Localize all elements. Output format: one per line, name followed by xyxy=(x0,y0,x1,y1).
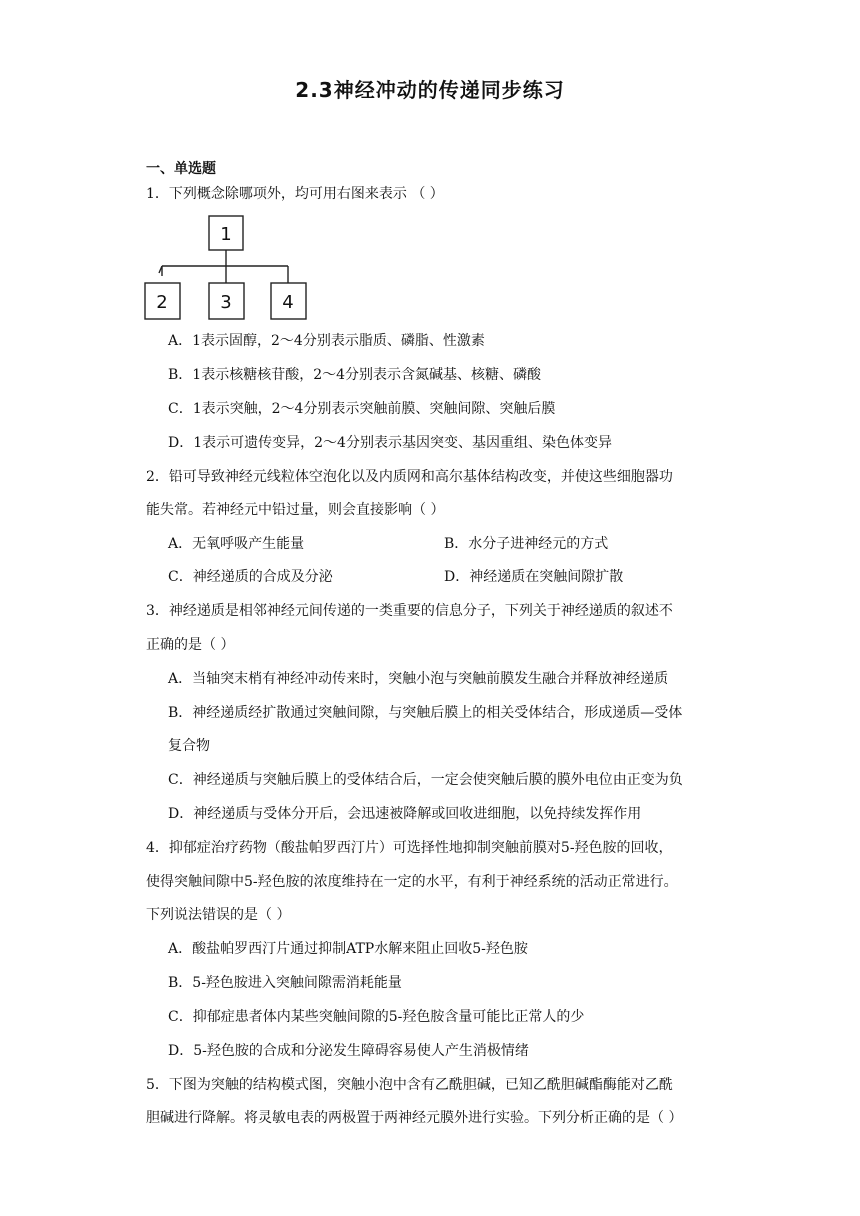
q3-option-d: D．神经递质与受体分开后，会迅速被降解或回收进细胞，以免持续发挥作用 xyxy=(168,806,642,822)
question-1-stem: 1．下列概念除哪项外，均可用右图来表示 （ ） xyxy=(146,186,444,202)
diagram-label-1: 1 xyxy=(220,224,232,245)
question-3-stem-line-1: 3．神经递质是相邻神经元间传递的一类重要的信息分子，下列关于神经递质的叙述不 xyxy=(146,603,673,619)
question-4-stem-line-1: 4．抑郁症治疗药物（酸盐帕罗西汀片）可选择性地抑制突触前膜对5-羟色胺的回收， xyxy=(146,840,673,856)
q4-option-c: C．抑郁症患者体内某些突触间隙的5-羟色胺含量可能比正常人的少 xyxy=(168,1009,585,1025)
q2-option-c: C．神经递质的合成及分泌 xyxy=(168,569,333,585)
question-5-stem-line-1: 5．下图为突触的结构模式图，突触小泡中含有乙酰胆碱，已知乙酰胆碱酯酶能对乙酰 xyxy=(146,1077,673,1093)
diagram-label-3: 3 xyxy=(220,292,232,313)
q1-option-c: C．1表示突触，2～4分别表示突触前膜、突触间隙、突触后膜 xyxy=(168,401,556,417)
question-5-stem-line-2: 胆碱进行降解。将灵敏电表的两极置于两神经元膜外进行实验。下列分析正确的是（ ） xyxy=(146,1110,683,1126)
q4-option-b: B．5-羟色胺进入突触间隙需消耗能量 xyxy=(168,975,402,991)
q3-option-b: B．神经递质经扩散通过突触间隙，与突触后膜上的相关受体结合，形成递质—受体 xyxy=(168,705,683,721)
q2-option-a: A．无氧呼吸产生能量 xyxy=(168,536,305,552)
question-2-stem-line-1: 2．铅可导致神经元线粒体空泡化以及内质网和高尔基体结构改变，并使这些细胞器功 xyxy=(146,469,673,485)
q2-option-b: B．水分子进神经元的方式 xyxy=(444,536,609,552)
concept-tree-diagram xyxy=(140,210,310,330)
q1-option-a: A．1表示固醇，2～4分别表示脂质、磷脂、性激素 xyxy=(168,333,485,349)
question-3-stem-line-2: 正确的是（ ） xyxy=(146,637,235,653)
page-title: 2.3神经冲动的传递同步练习 xyxy=(295,78,565,102)
q3-option-a: A．当轴突末梢有神经冲动传来时，突触小泡与突触前膜发生融合并释放神经递质 xyxy=(168,671,669,687)
question-4-stem-line-3: 下列说法错误的是（ ） xyxy=(146,907,291,923)
q1-option-b: B．1表示核糖核苷酸，2～4分别表示含氮碱基、核糖、磷酸 xyxy=(168,367,542,383)
q3-option-c: C．神经递质与突触后膜上的受体结合后，一定会使突触后膜的膜外电位由正变为负 xyxy=(168,772,683,788)
question-2-stem-line-2: 能失常。若神经元中铅过量，则会直接影响（ ） xyxy=(146,502,445,518)
q2-option-d: D．神经递质在突触间隙扩散 xyxy=(444,569,624,585)
q4-option-a: A．酸盐帕罗西汀片通过抑制ATP水解来阻止回收5-羟色胺 xyxy=(168,941,528,957)
q3-option-b-continued: 复合物 xyxy=(168,738,210,754)
q4-option-d: D．5-羟色胺的合成和分泌发生障碍容易使人产生消极情绪 xyxy=(168,1043,529,1059)
section-heading: 一、单选题 xyxy=(146,161,216,177)
question-4-stem-line-2: 使得突触间隙中5-羟色胺的浓度维持在一定的水平，有利于神经系统的活动正常进行。 xyxy=(146,874,678,890)
diagram-label-4: 4 xyxy=(282,292,294,313)
diagram-label-2: 2 xyxy=(156,292,168,313)
q1-option-d: D．1表示可遗传变异，2～4分别表示基因突变、基因重组、染色体变异 xyxy=(168,435,612,451)
